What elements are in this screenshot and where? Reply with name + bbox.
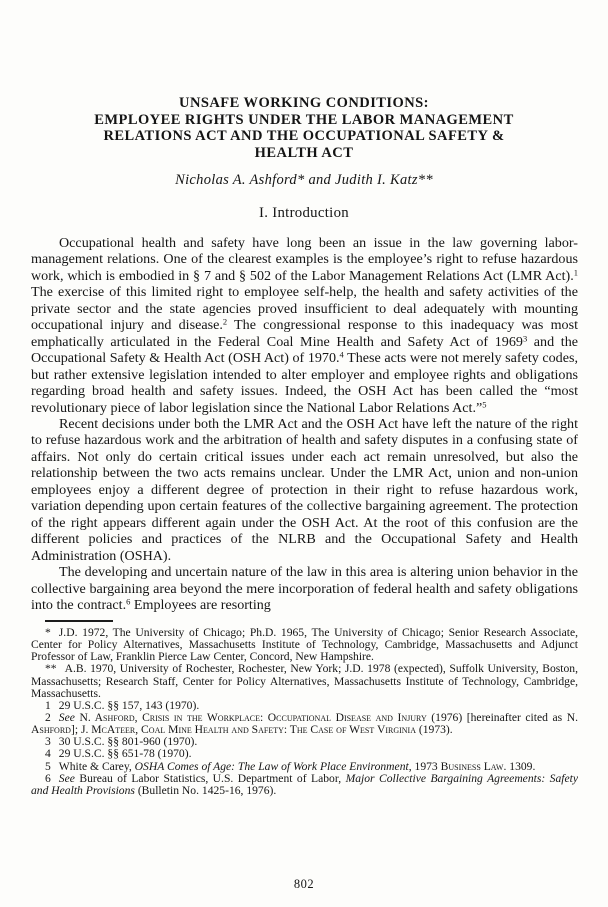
footnote-marker: **: [45, 662, 57, 676]
footnote-reference: 5: [482, 399, 487, 410]
footnote-2: [31, 712, 578, 736]
text-segment: Occupational health and safety have long been an issue in the law governing labor-management relations. One of the clearest examples is the employee’s right to refuse hazardous work, which is embodied in § 7 and § 502 of the Labor Management Relations Act (LMR Act).: [31, 235, 578, 284]
footnote-separator-rule: [45, 620, 113, 622]
footnote-text: [59, 747, 192, 760]
text-segment: 29 U.S.C. §§ 651-78 (1970).: [58, 747, 192, 761]
paragraph-3: [31, 564, 578, 613]
text-segment: Recent decisions under both the LMR Act and the OSH Act have left the nature of the right to refuse hazardous work and the arbitration of health and safety disputes in a confusing state of affairs. Not only do certain critical issues under each act remain unresolved, but also the relationship between the two acts remains unclear. Under the LMR Act, union and non-union employees enjoy a different degree of protection in their right to refuse hazardous work, variation depending upon certain features of the collective bargaining agreement. The protection of the right appears different again under the OSH Act. At the root of this confusion are the different policies and practices of the NLRB and the Occupational Safety and Health Administration (OSHA).: [31, 415, 578, 564]
text-segment: ];: [70, 723, 81, 737]
text-segment: 1309.: [506, 759, 536, 773]
text-segment: 29 U.S.C. §§ 157, 143 (1970).: [58, 698, 200, 712]
text-segment: 30 U.S.C. §§ 801-960 (1970).: [58, 735, 198, 749]
footnote-double-star: [31, 663, 578, 699]
article-title: [0, 95, 608, 161]
text-segment: Bureau of Labor Statistics, U.S. Department of Labor,: [74, 771, 346, 785]
text-segment: See: [58, 771, 75, 785]
footnote-text: [31, 662, 578, 699]
paragraph-1: [31, 235, 578, 416]
text-segment: The developing and uncertain nature of the law in this area is altering union behavior in the collective bargaining area beyond the mere incorporation of federal health and safety obligations into the contract.: [31, 564, 578, 613]
footnote-marker: 1: [45, 698, 51, 712]
paragraph-2: [31, 416, 578, 564]
footnote-star: [31, 627, 578, 663]
article-title-line: HEALTH ACT: [254, 144, 354, 161]
text-segment: Major Collective Bargaining Agreements: Safety and Health Provisions: [31, 771, 578, 797]
text-segment: See: [58, 711, 75, 725]
text-segment: OSHA Comes of Age: The Law of Work Place Environment: [134, 759, 409, 773]
text-segment: These acts were not merely safety codes, but rather extensive legislation intended to alter employer and employee rights and obligations regarding broad health and safety issues. Indeed, the OSH Act has been called the “most revolutionary piece of labor legislation since the National Labor Relations Act.”: [31, 350, 578, 416]
text-segment: A.B. 1970, University of Rochester, Rochester, New York; J.D. 1978 (expected), Suffolk University, Boston, Massachusetts; Research Staff, Center for Policy Alternatives, Massachusetts Institute of Technology, Cambridge, Massachusetts.: [31, 662, 578, 700]
footnote-reference: 4: [339, 349, 344, 360]
footnote-text: [59, 760, 536, 773]
text-segment: (Bulletin No. 1425-16, 1976).: [134, 783, 277, 797]
footnote-marker: 5: [45, 759, 51, 773]
footnote-text: [59, 735, 197, 748]
text-segment: (1973).: [415, 723, 453, 737]
footnote-marker: 6: [45, 771, 51, 785]
footnote-text: [31, 772, 578, 797]
text-segment: Employees are resorting: [130, 596, 271, 613]
footnote-text: [31, 711, 578, 736]
footnote-marker: *: [45, 625, 51, 639]
footnotes-section: [31, 627, 578, 797]
footnote-marker: 4: [45, 747, 51, 761]
footnote-reference: 1: [573, 267, 578, 278]
text-segment: N. Ashford, Crisis in the Workplace: Occupational Disease and Injury: [79, 711, 427, 725]
footnote-marker: 2: [45, 711, 51, 725]
text-segment: J. McAteer, Coal Mine Health and Safety: The Case of West Virginia: [80, 723, 416, 737]
article-header: [0, 0, 608, 222]
article-title-line: UNSAFE WORKING CONDITIONS:: [179, 95, 429, 111]
article-byline: Nicholas A. Ashford* and Judith I. Katz**: [175, 172, 433, 188]
text-segment: N. Ashford: [31, 711, 578, 737]
footnote-text: [31, 626, 578, 663]
footnote-reference: 6: [126, 596, 131, 607]
footnote-6: [31, 773, 578, 797]
text-segment: , 1973: [408, 759, 441, 773]
footnote-reference: 3: [522, 333, 528, 344]
text-segment: (1976) [hereinafter cited as: [426, 711, 567, 725]
article-title-line: EMPLOYEE RIGHTS UNDER THE LABOR MANAGEMENT: [94, 111, 514, 128]
text-segment: J.D. 1972, The University of Chicago; Ph.D. 1965, The University of Chicago; Senior Research Associate, Center for Policy Alternatives, Massachusetts Institute of Technology, Cambridge, Massachusetts and Adjunct Professor of Law, Franklin Pierce Law Center, Concord, New Hampshire.: [31, 625, 578, 664]
text-segment: Business Law.: [440, 759, 507, 773]
article-title-line: RELATIONS ACT AND THE OCCUPATIONAL SAFETY &: [103, 128, 505, 144]
section-heading: I. Introduction: [259, 205, 349, 221]
text-segment: White & Carey,: [58, 759, 135, 773]
text-segment: and the Occupational Safety & Health Act (OSH Act) of 1970.: [31, 333, 578, 367]
text-segment: The congressional response to this inadequacy was most emphatically articulated in the Federal Coal Mine Health and Safety Act of 1969: [31, 317, 578, 350]
footnote-reference: 2: [222, 316, 228, 327]
page-number: 802: [293, 877, 315, 891]
article-body: [31, 235, 578, 613]
footnote-marker: 3: [45, 735, 51, 749]
footnote-text: [59, 699, 199, 712]
text-segment: The exercise of this limited right to employee self-help, the health and safety activities of the private sector and the state agencies proved insufficient to deal adequately with mounting occupational injury and disease.: [31, 284, 578, 334]
